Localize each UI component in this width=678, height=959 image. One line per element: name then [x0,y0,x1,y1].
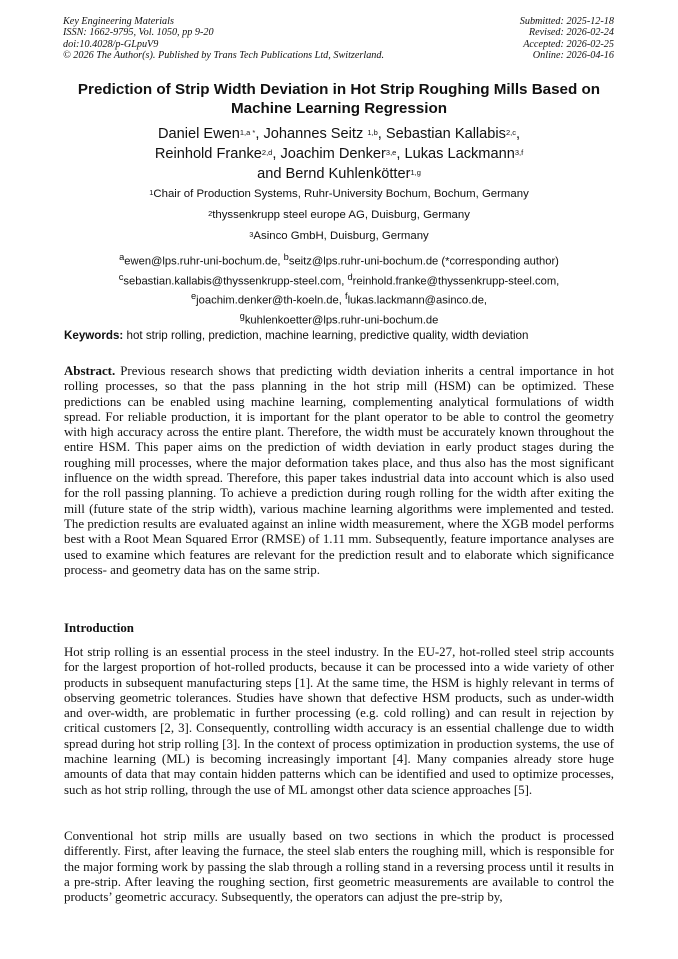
accepted-date: Accepted: 2026-02-25 [523,38,614,50]
author-list [60,124,618,184]
introduction-paragraph-2: Conventional hot strip mills are usually based on two sections in which the product is processed differently. First, after leaving the furnace, the steel slab enters the roughing mill, which is responsible for the major forming work by passing the slab through a rolling stand in a reversing process until it results in a pre-strip. After leaving the roughing section, first geometric measurements are available to control the products’ geometric accuracy. Subsequently, the operators can adjust the pre-strip by, [64,829,614,905]
author-sup: 2,c [505,128,516,137]
email-line-2: $^c$sebastian.kallabis@thyssenkrupp-steel.com, $^d$reinhold.franke@thyssenkrupp-steel.com, [118,271,560,288]
submitted-date: Submitted: 2025-12-18 [519,16,614,27]
author-sup: 2,d [261,148,273,157]
affiliation-3: $^3$Asinco GmbH, Duisburg, Germany [249,230,429,242]
issn-line: ISSN: 1662-9795, Vol. 1050, pp 9-20 [63,27,214,39]
section-heading-introduction: Introduction [64,621,134,635]
author-name: Lukas Lackmann [404,146,515,162]
affiliation-2: $^2$thyssenkrupp steel europe AG, Duisburg, Germany [208,209,470,221]
author-name: Reinhold Franke [154,146,262,162]
author-sup: 1,g [410,168,421,177]
keywords-text: hot strip rolling, prediction, machine learning, predictive quality, width deviation [126,329,529,342]
abstract-label: Abstract. [64,364,116,378]
abstract-paragraph [64,364,614,578]
author-sup: 3,e [385,148,397,157]
paper-title: Prediction of Strip Width Deviation in Hot Strip Roughing Mills Based on Machine Learning Regression [77,81,601,117]
keywords-label: Keywords: [64,329,124,342]
email-link[interactable]: joachim.denker@th-koeln.de, [196,295,342,308]
author-sup: 3,f [514,148,524,157]
author-name: Bernd Kuhlenkötter [285,166,411,182]
author-name: Daniel Ewen [157,126,240,142]
author-name: Johannes Seitz [263,126,364,142]
email-link[interactable]: ewen@lps.ruhr-uni-bochum.de, [124,255,281,268]
affiliation-1: $^1$Chair of Production Systems, Ruhr-University Bochum, Bochum, Germany [149,188,529,200]
email-link[interactable]: kuhlenkoetter@lps.ruhr-uni-bochum.de [244,314,439,327]
journal-header [63,16,384,62]
email-link[interactable]: reinhold.franke@thyssenkrupp-steel.com, [352,275,560,288]
email-line-1: $^a$ewen@lps.ruhr-uni-bochum.de, $^b$seitz@lps.ruhr-uni-bochum.de (*corresponding author) [119,252,559,268]
author-sup: 1,b [367,128,378,137]
author-line-1: Daniel Ewen$^{1,a *}$, Johannes Seitz $^{1,b}$, Sebastian Kallabis$^{2,c}$, [157,126,521,142]
revised-date: Revised: 2026-02-24 [528,27,614,39]
journal-name: Key Engineering Materials [63,16,174,27]
author-name: Joachim Denker [280,146,386,162]
email-line-3: $^e$joachim.denker@th-koeln.de, $^f$lukas.lackmann@asinco.de, [190,291,488,308]
email-list [40,250,638,329]
dates-header [520,16,614,62]
copyright-line: © 2026 The Author(s). Published by Trans Tech Publications Ltd, Switzerland. [63,50,385,62]
author-line-2: Reinhold Franke$^{2,d}$, Joachim Denker$^{3,e}$, Lukas Lackmann$^{3,f}$ [154,146,524,162]
abstract-text: Previous research shows that predicting width deviation inherits a central importance in hot rolling processes, so that the pass planning in the hot strip mill (HSM) can be optimized. These predictions can be enabled using machine learning, complementing analytical formulations of width spread. For reliable production, it is important for the plant operator to be able to control the geometry with high accuracy across the entire plant. Therefore, the width must be accurately known throughout the entire HSM. This paper aims on the prediction of width deviation in early product stages during the roughing mill processes, where the major deformation takes place, and thus also has the most significant influence on the width spread. Therefore, this paper takes industrial data into account which is also used for the roll passing planning. To achieve a prediction during rough rolling for the width after exiting the mill (future state of the strip width), various machine learning algorithms were implemented and tested. The prediction results are evaluated against an inline width measurement, where the XGB model performs best with a Root Mean Squared Error (RMSE) of 1.11 mm. Subsequently, feature importance analyses are used to examine which features are relevant for the prediction result and to elaborate which significance process- and geometry data has on the same strip. [64,364,614,577]
email-link[interactable]: lukas.lackmann@asinco.de, [347,295,488,308]
keywords-line [64,329,624,343]
introduction-paragraph-1: Hot strip rolling is an essential process in the steel industry. In the EU-27, hot-rolled steel strip accounts for the largest proportion of hot-rolled products, because it can be processed into a wide variety of other products in subsequent manufacturing steps [1]. At the same time, the HSM is highly relevant in terms of observing geometric tolerances. Studies have shown that defective HSM products, such as under-width and over-width, are problematic in further processing (e.g. cold rolling) and can result in rejection by critical customers [2, 3]. Consequently, controlling width accuracy is an essential challenge due to width spread during hot strip rolling [3]. In the context of process optimization in production systems, the use of machine learning (ML) is becoming increasingly important [4]. Many companies already store huge amounts of data that may contain hidden patterns which can be identified and used to optimize processes, such as hot strip rolling, through the use of ML amongst other data science approaches [5]. [64,645,614,797]
email-link[interactable]: seitz@lps.ruhr-uni-bochum.de (*corresponding author) [288,255,559,268]
online-date: Online: 2026-04-16 [532,50,614,62]
doi-line[interactable]: doi:10.4028/p-GLpuV9 [63,38,159,50]
email-link[interactable]: sebastian.kallabis@thyssenkrupp-steel.com, [123,275,345,288]
author-sup: 1,a * [239,128,256,137]
author-line-3: and Bernd Kuhlenkötter$^{1,g}$ [257,166,421,182]
author-name: Sebastian Kallabis [385,126,506,142]
email-line-4: $^g$kuhlenkoetter@lps.ruhr-uni-bochum.de [239,311,439,327]
